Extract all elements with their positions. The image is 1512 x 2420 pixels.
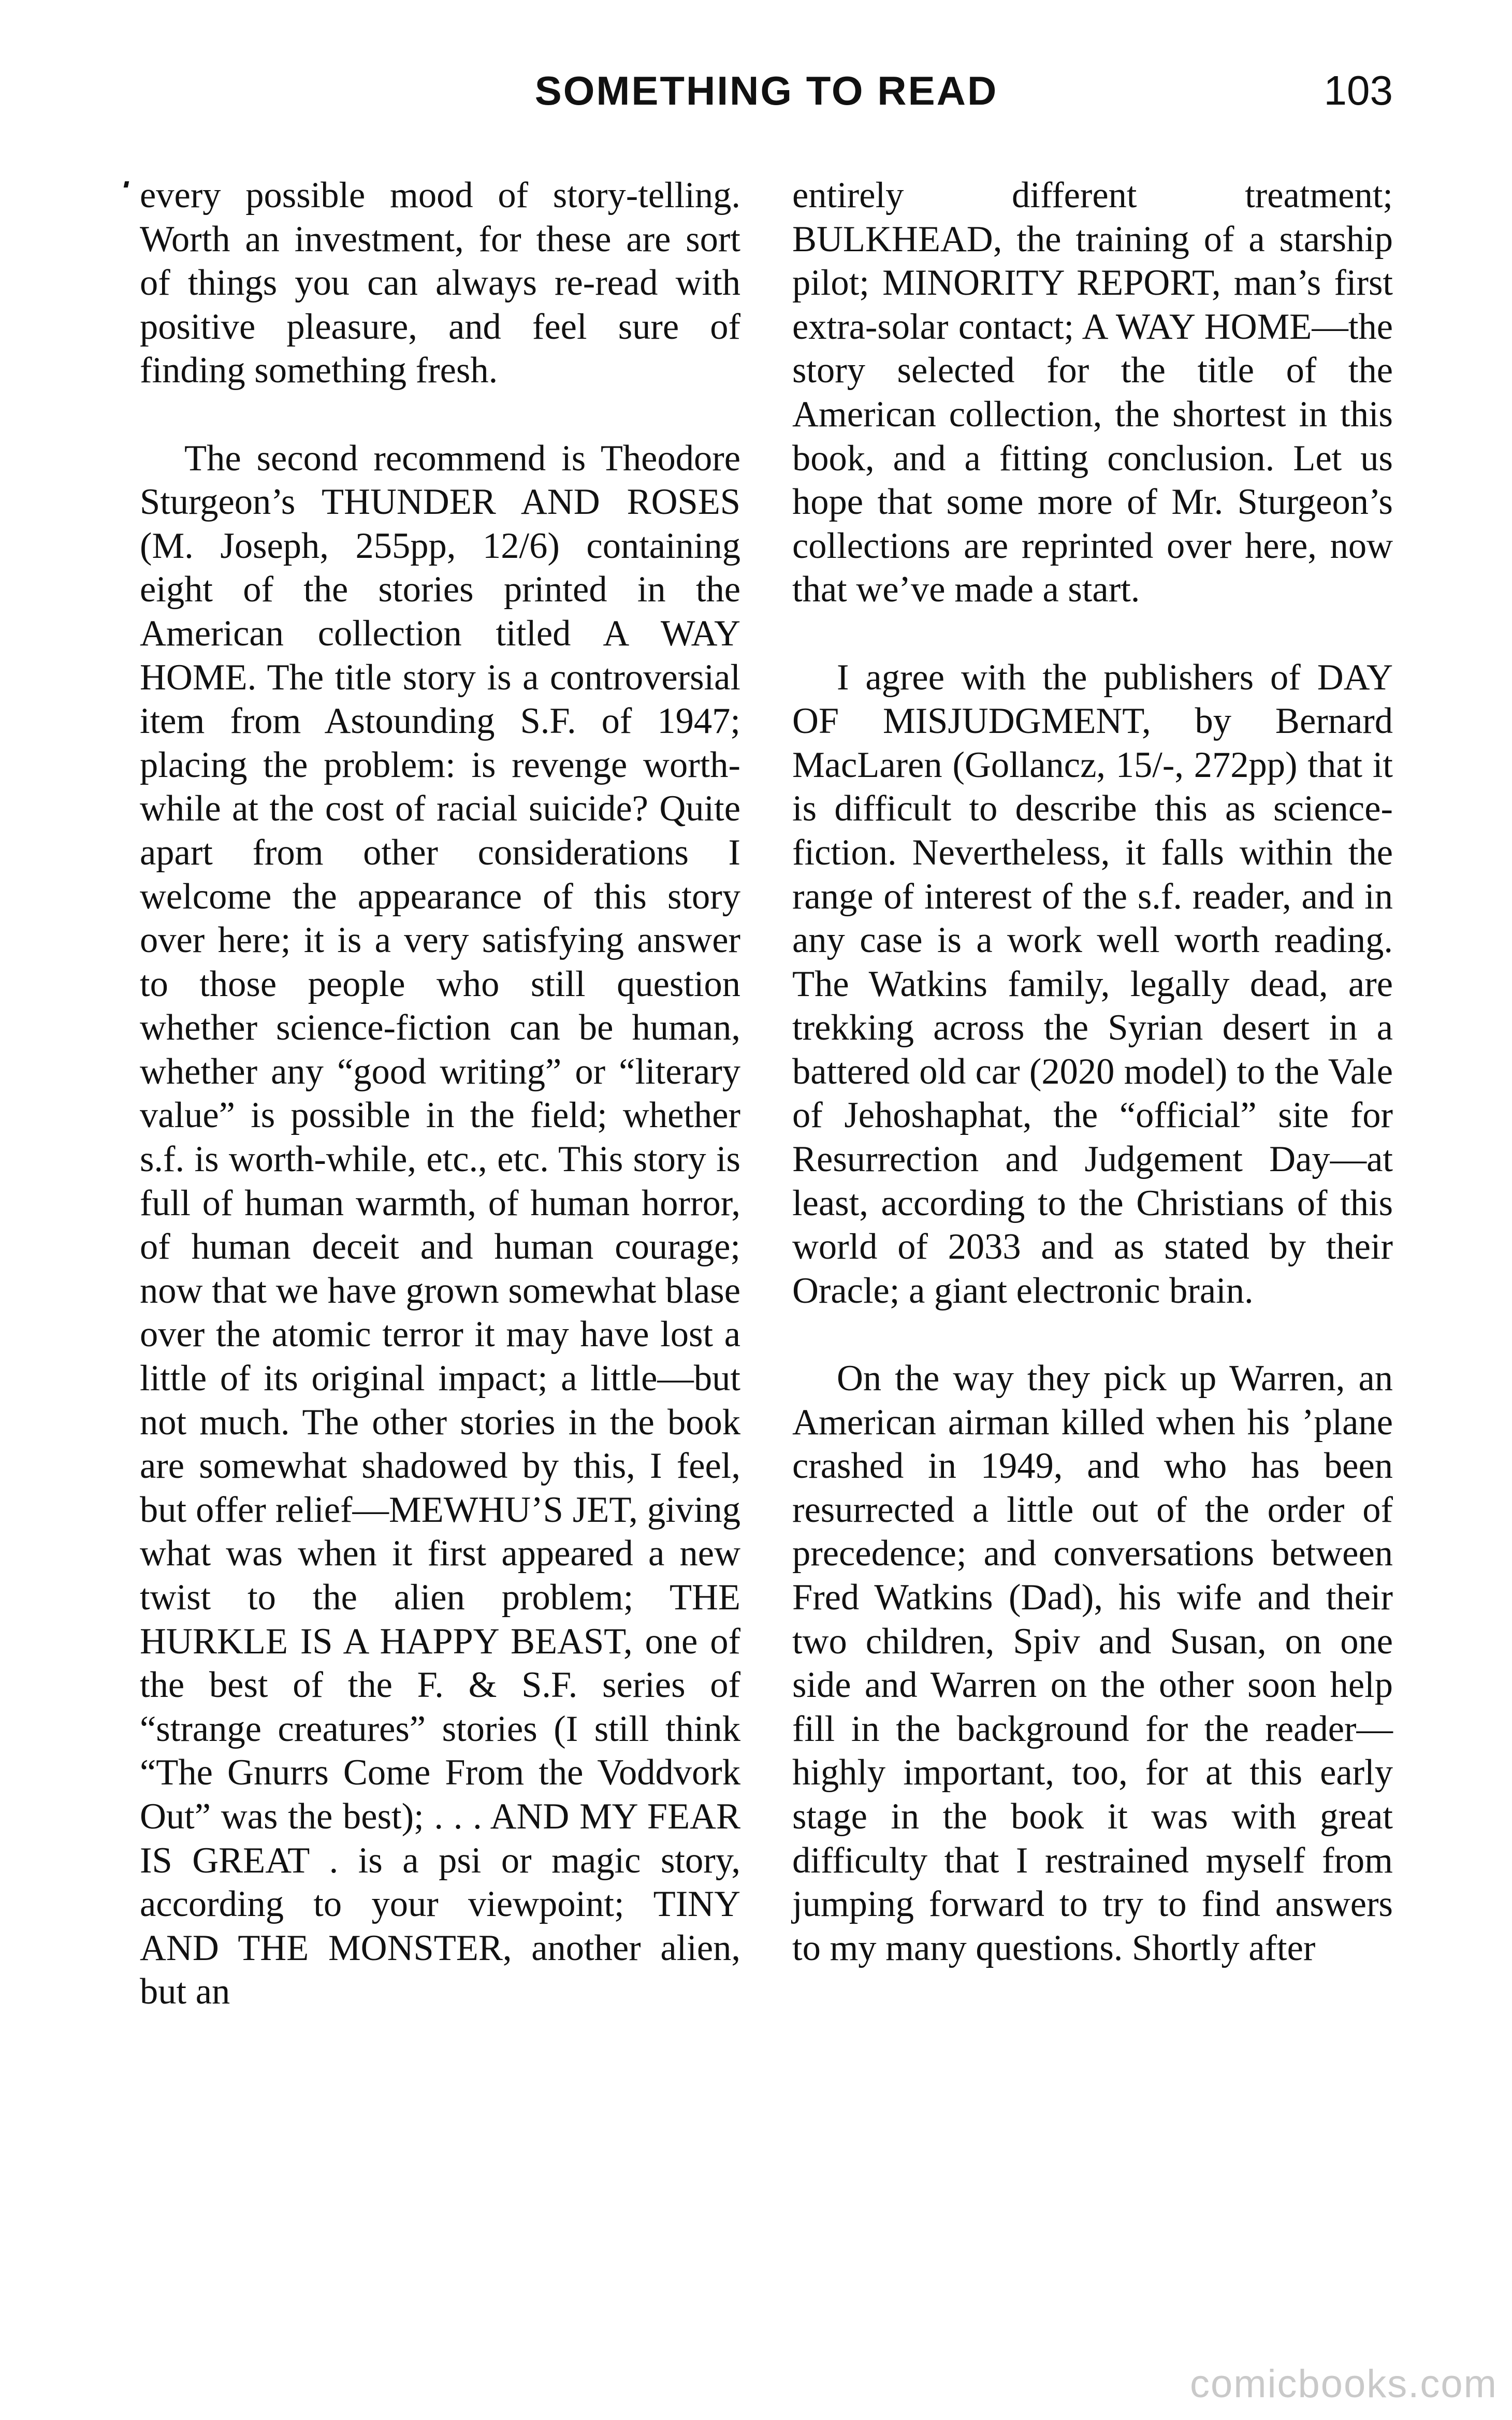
right-paragraph-3: On the way they pick up Warren, an American airman killed when his ’plane crashed in 1949, and who has been resurrected a little out of the order of precedence; and conversations between Fred Watkins (Dad), his wife and their two children, Spiv and Susan, on one side and Warren on the other soon help fill in the background for the reader—highly important, too, for at this early stage in the book it was with great difficulty that I restrained myself from jumping forward to try to find answers to my many questions. Shortly after <box>792 1358 1393 1968</box>
right-column <box>792 174 1393 1970</box>
right-paragraph-1: entirely different treatment; BULKHEAD, the training of a starship pilot; MINORITY REPORT, man’s first extra-solar contact; A WAY HOME—the story selected for the title of the American collection, the shortest in this book, and a fitting conclusion. Let us hope that some more of Mr. Sturgeon’s collections are reprinted over here, now that we’ve made a start. <box>792 175 1393 610</box>
left-paragraph-2: The second recommend is Theodore Sturgeon’s THUNDER AND ROSES (M. Joseph, 255pp, 12/6) containing eight of the stories printed in the American collection titled A WAY HOME. The title story is a controversial item from Astounding S.F. of 1947; placing the problem: is revenge worth-while at the cost of racial suicide? Quite apart from other considerations I welcome the appearance of this story over here; it is a very satisfying answer to those people who still question whether science-fiction can be human, whether any “good writing” or “literary value” is possible in the field; whether s.f. is worth-while, etc., etc. This story is full of human warmth, of human horror, of human deceit and human courage; now that we have grown somewhat blase over the atomic terror it may have lost a little of its original impact; a little—but not much. The other stories in the book are somewhat shadowed by this, I feel, but offer relief—MEWHU’S JET, giving what was when it first appeared a new twist to the alien problem; THE HURKLE IS A HAPPY BEAST, one of the best of the F. & S.F. series of “strange creatures” stories (I still think “The Gnurrs Come From the Voddvork Out” was the best); . . . AND MY FEAR IS GREAT . is a psi or magic story, according to your viewpoint; TINY AND THE MONSTER, another alien, but an <box>140 438 740 2012</box>
page-number: 103 <box>1324 67 1393 113</box>
print-mark <box>124 181 129 188</box>
running-head: SOMETHING TO READ <box>534 68 998 113</box>
left-paragraph-1: every possible mood of story-telling. Worth an investment, for these are sort of things you can always re-read with positive pleasure, and feel sure of finding something fresh. <box>140 175 740 391</box>
page-header <box>140 62 1393 119</box>
site-watermark: comicbooks.com <box>1190 2362 1498 2406</box>
left-column <box>140 174 740 2014</box>
right-paragraph-2: I agree with the publishers of DAY OF MISJUDGMENT, by Bernard MacLaren (Gollancz, 15/-, 272pp) that it is difficult to describe this as science-fiction. Nevertheless, it falls within the range of interest of the s.f. reader, and in any case is a work well worth reading. The Watkins family, legally dead, are trekking across the Syrian desert in a battered old car (2020 model) to the Vale of Jehoshaphat, the “official” site for Resurrection and Judgement Day—at least, according to the Christians of this world of 2033 and as stated by their Oracle; a giant electronic brain. <box>792 657 1393 1311</box>
